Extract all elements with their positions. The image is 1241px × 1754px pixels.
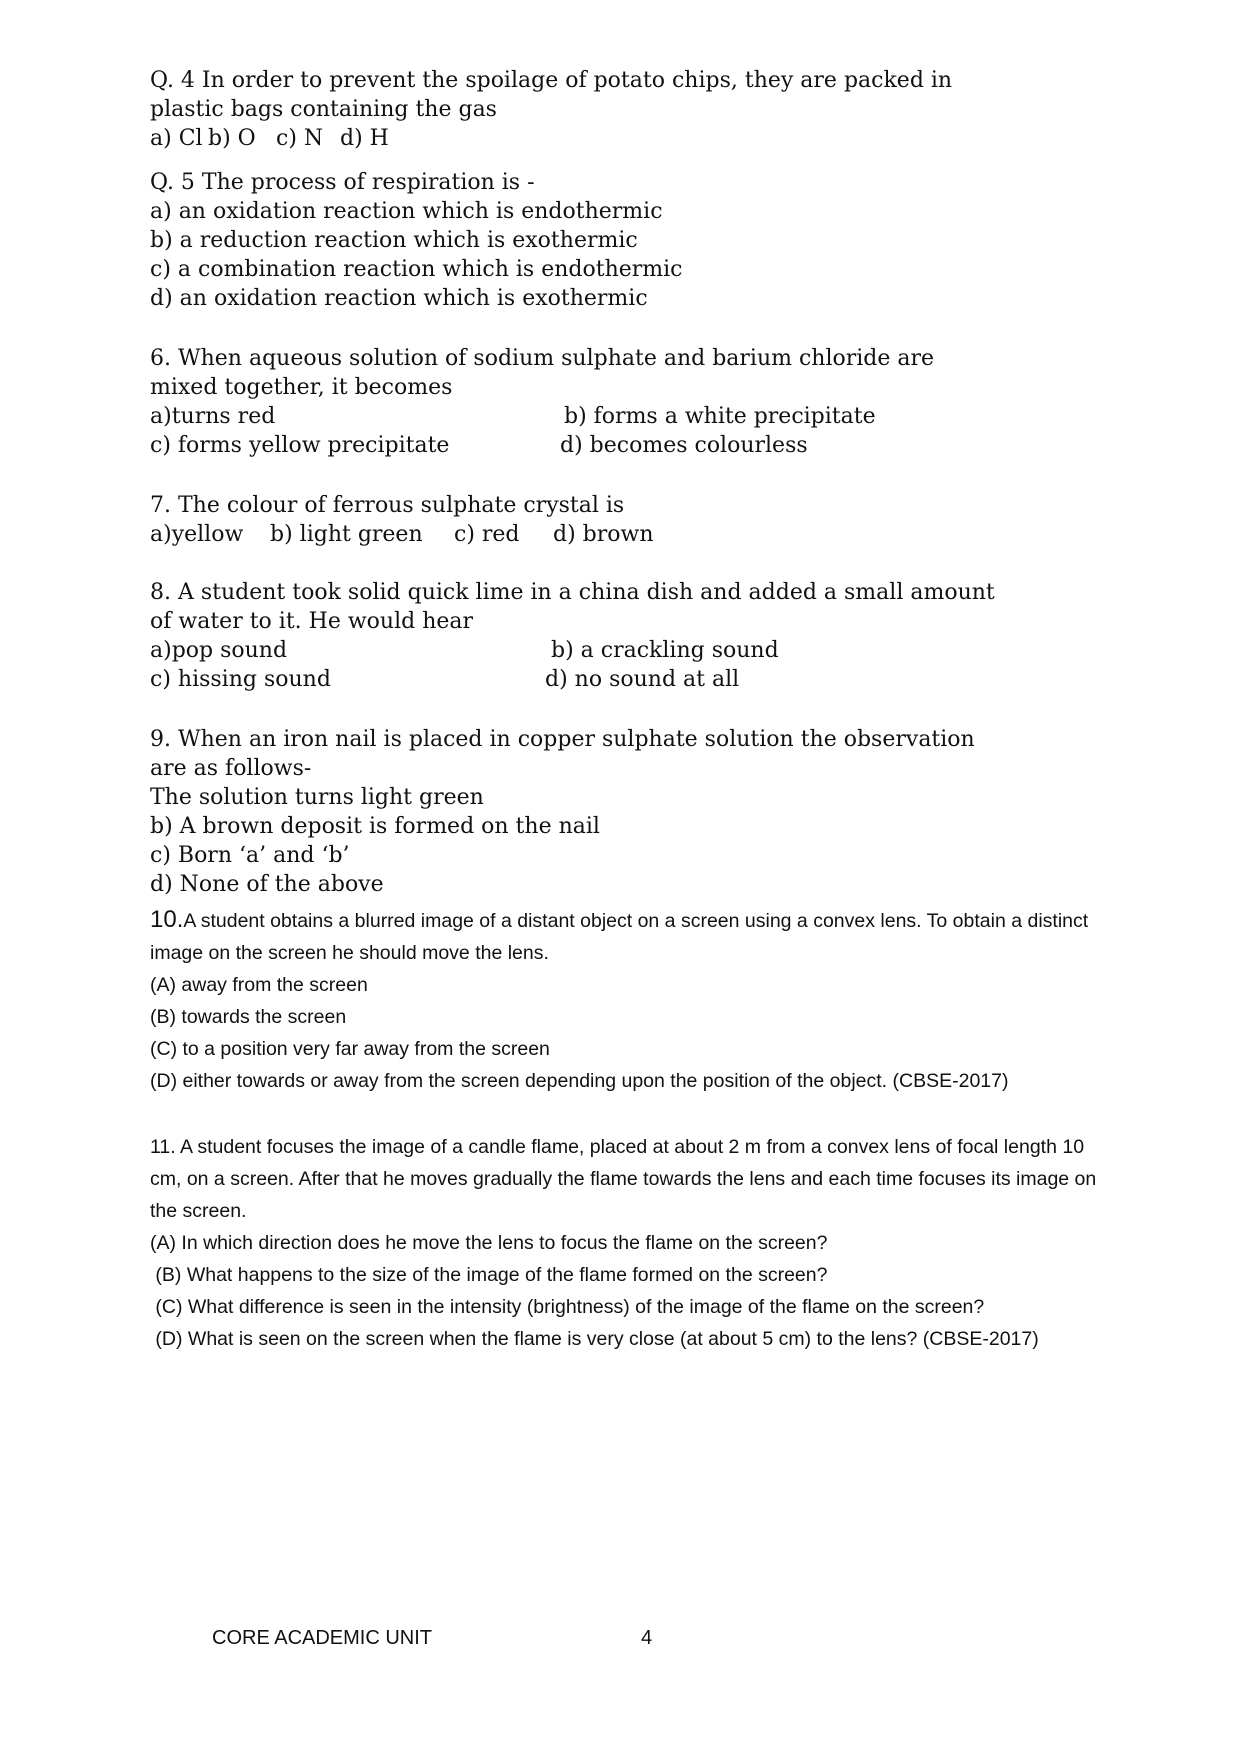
option-a: a)yellow bbox=[150, 522, 244, 547]
question-9-stem-line2: are as follows- bbox=[150, 756, 312, 781]
option-a: a) an oxidation reaction which is endothermic bbox=[150, 199, 663, 224]
question-11-stem: 11. A student focuses the image of a candle flame, placed at about 2 m from a convex lens of focal length 10 cm, on a screen. After that he moves gradually the flame towards the lens and each time focuses its image on the screen. bbox=[150, 1136, 1097, 1222]
question-5 bbox=[150, 168, 1110, 313]
question-6-options-row2 bbox=[150, 431, 1110, 460]
option-a: a) Cl bbox=[150, 126, 203, 151]
option-d: d) H bbox=[340, 126, 389, 151]
option-d: (D) either towards or away from the screen depending upon the position of the object. (CBSE-2017) bbox=[150, 1070, 1009, 1092]
question-8-options-row1 bbox=[150, 636, 1110, 665]
question-9 bbox=[150, 725, 1110, 899]
option-b: b) forms a white precipitate bbox=[564, 404, 876, 429]
option-b: b) a crackling sound bbox=[551, 638, 779, 663]
page-number: 4 bbox=[641, 1627, 653, 1649]
question-8-options-row2 bbox=[150, 665, 1110, 694]
option-c: c) red bbox=[454, 522, 520, 547]
question-6-stem-line2: mixed together, it becomes bbox=[150, 375, 453, 400]
option-c: c) N bbox=[276, 126, 324, 151]
option-b: (B) towards the screen bbox=[150, 1006, 347, 1028]
option-c: (C) to a position very far away from the screen bbox=[150, 1038, 550, 1060]
option-a: a)turns red bbox=[150, 404, 276, 429]
question-5-stem: Q. 5 The process of respiration is - bbox=[150, 170, 535, 195]
question-4 bbox=[150, 66, 1110, 153]
option-a: The solution turns light green bbox=[150, 785, 484, 810]
question-11 bbox=[150, 1131, 1100, 1355]
question-10-stem bbox=[150, 904, 1110, 969]
footer-label: CORE ACADEMIC UNIT bbox=[212, 1627, 433, 1649]
option-d: d) None of the above bbox=[150, 872, 384, 897]
option-b: b) O bbox=[208, 126, 256, 151]
question-9-stem-line1: 9. When an iron nail is placed in copper sulphate solution the observation bbox=[150, 727, 975, 752]
question-10-number: 10. bbox=[150, 906, 184, 933]
question-8-stem-line1: 8. A student took solid quick lime in a china dish and added a small amount bbox=[150, 580, 995, 605]
question-4-stem-line2: plastic bags containing the gas bbox=[150, 97, 497, 122]
question-11-part-a: (A) In which direction does he move the lens to focus the flame on the screen? bbox=[150, 1232, 828, 1254]
question-7-stem: 7. The colour of ferrous sulphate crystal is bbox=[150, 493, 625, 518]
question-6 bbox=[150, 344, 1110, 460]
option-a: (A) away from the screen bbox=[150, 974, 368, 996]
option-d: d) an oxidation reaction which is exothermic bbox=[150, 286, 648, 311]
option-d: d) no sound at all bbox=[545, 667, 740, 692]
option-c: c) forms yellow precipitate bbox=[150, 433, 450, 458]
option-d: d) becomes colourless bbox=[560, 433, 808, 458]
option-b: b) light green bbox=[270, 522, 423, 547]
option-c: c) hissing sound bbox=[150, 667, 331, 692]
question-10 bbox=[150, 904, 1110, 1097]
option-b: b) A brown deposit is formed on the nail bbox=[150, 814, 600, 839]
option-c: c) a combination reaction which is endothermic bbox=[150, 257, 683, 282]
question-8 bbox=[150, 578, 1110, 694]
question-6-stem-line1: 6. When aqueous solution of sodium sulphate and barium chloride are bbox=[150, 346, 935, 371]
question-7 bbox=[150, 491, 1110, 549]
question-8-stem-line2: of water to it. He would hear bbox=[150, 609, 474, 634]
question-4-options bbox=[150, 124, 1110, 153]
question-11-part-c: (C) What difference is seen in the intensity (brightness) of the image of the flame on the screen? bbox=[150, 1296, 985, 1318]
question-7-options bbox=[150, 520, 1110, 549]
question-6-options-row1 bbox=[150, 402, 1110, 431]
option-b: b) a reduction reaction which is exothermic bbox=[150, 228, 638, 253]
question-4-stem-line1: Q. 4 In order to prevent the spoilage of potato chips, they are packed in bbox=[150, 68, 953, 93]
option-c: c) Born ‘a’ and ‘b’ bbox=[150, 843, 350, 868]
question-11-part-d: (D) What is seen on the screen when the flame is very close (at about 5 cm) to the lens? (CBSE-2017) bbox=[150, 1328, 1039, 1350]
option-a: a)pop sound bbox=[150, 638, 288, 663]
question-10-text: A student obtains a blurred image of a distant object on a screen using a convex lens. To obtain a distinct image on the screen he should move the lens. bbox=[150, 910, 1089, 964]
option-d: d) brown bbox=[553, 522, 654, 547]
question-11-part-b: (B) What happens to the size of the image of the flame formed on the screen? bbox=[150, 1264, 828, 1286]
